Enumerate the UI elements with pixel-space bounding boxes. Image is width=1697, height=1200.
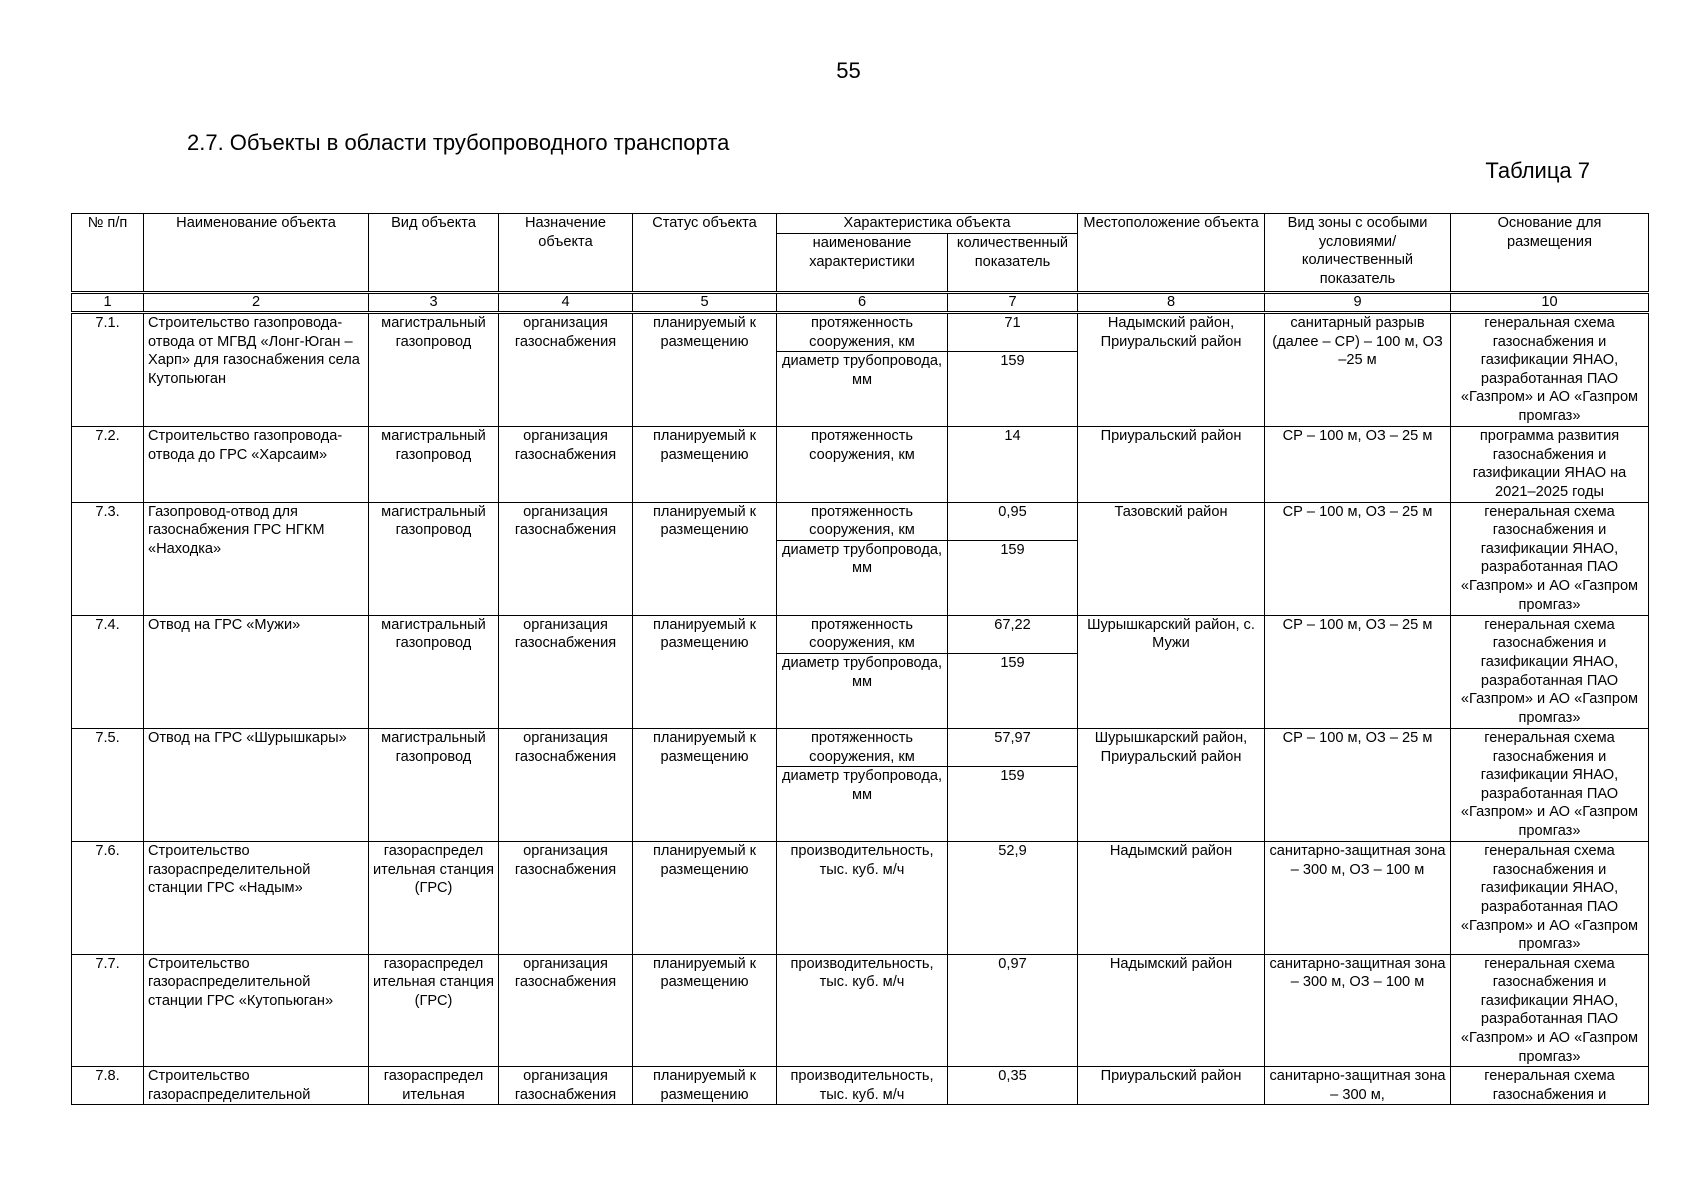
table-row	[72, 954, 1649, 1067]
row-purpose: организация газоснабжения	[499, 427, 633, 502]
row-basis: генеральная схема газоснабжения и газификации ЯНАО, разработанная ПАО «Газпром» и АО «Газпром промгаз»	[1451, 842, 1649, 955]
row-status: планируемый к размещению	[633, 313, 777, 427]
header-characteristic: Характеристика объекта	[777, 214, 1078, 234]
row-type: магистральный газопровод	[369, 615, 499, 728]
row-location: Надымский район	[1078, 954, 1265, 1067]
row-name: Отвод на ГРС «Шурышкары»	[144, 728, 369, 841]
row-zone: санитарный разрыв (далее – СР) – 100 м, ОЗ –25 м	[1265, 313, 1451, 427]
row-char-name: производительность, тыс. куб. м/ч	[777, 954, 948, 1067]
header-location: Местоположение объекта	[1078, 214, 1265, 293]
header-name: Наименование объекта	[144, 214, 369, 293]
row-type: магистральный газопровод	[369, 728, 499, 841]
row-char-value: 159	[948, 653, 1078, 728]
row-char-value: 159	[948, 352, 1078, 427]
row-char-name: протяженность сооружения, км	[777, 427, 948, 502]
row-char-name: протяженность сооружения, км	[777, 728, 948, 766]
row-char-value: 14	[948, 427, 1078, 502]
row-status: планируемый к размещению	[633, 954, 777, 1067]
row-char-name: производительность, тыс. куб. м/ч	[777, 1067, 948, 1105]
table-row	[72, 1067, 1649, 1105]
row-num: 7.3.	[72, 502, 144, 615]
row-num: 7.7.	[72, 954, 144, 1067]
row-location: Приуральский район	[1078, 427, 1265, 502]
row-char-value: 57,97	[948, 728, 1078, 766]
row-purpose: организация газоснабжения	[499, 502, 633, 615]
row-zone: СР – 100 м, ОЗ – 25 м	[1265, 502, 1451, 615]
row-char-value: 159	[948, 767, 1078, 842]
row-name: Строительство газопровода-отвода от МГВД «Лонг-Юган – Харп» для газоснабжения села Кутопьюган	[144, 313, 369, 427]
column-number: 10	[1451, 293, 1649, 313]
row-char-name: протяженность сооружения, км	[777, 615, 948, 653]
row-basis: генеральная схема газоснабжения и газификации ЯНАО, разработанная ПАО «Газпром» и АО «Газпром промгаз»	[1451, 954, 1649, 1067]
column-numbers-row	[72, 293, 1649, 313]
column-number: 2	[144, 293, 369, 313]
page-number: 55	[836, 58, 861, 83]
row-name: Строительство газораспределительной станции ГРС «Надым»	[144, 842, 369, 955]
row-name: Газопровод-отвод для газоснабжения ГРС НГКМ «Находка»	[144, 502, 369, 615]
row-location: Шурышкарский район, Приуральский район	[1078, 728, 1265, 841]
column-number: 4	[499, 293, 633, 313]
row-num: 7.4.	[72, 615, 144, 728]
row-purpose: организация газоснабжения	[499, 313, 633, 427]
row-char-value: 0,97	[948, 954, 1078, 1067]
row-char-name: диаметр трубопровода, мм	[777, 352, 948, 427]
header-basis: Основание для размещения	[1451, 214, 1649, 293]
row-zone: санитарно-защитная зона – 300 м, ОЗ – 100 м	[1265, 954, 1451, 1067]
row-zone: санитарно-защитная зона – 300 м, ОЗ – 100 м	[1265, 842, 1451, 955]
column-number: 6	[777, 293, 948, 313]
row-zone: СР – 100 м, ОЗ – 25 м	[1265, 427, 1451, 502]
column-number: 7	[948, 293, 1078, 313]
row-type: газораспредел ительная станция (ГРС)	[369, 842, 499, 955]
row-location: Приуральский район	[1078, 1067, 1265, 1105]
row-type: магистральный газопровод	[369, 313, 499, 427]
header-num: № п/п	[72, 214, 144, 293]
row-purpose: организация газоснабжения	[499, 1067, 633, 1105]
row-num: 7.1.	[72, 313, 144, 427]
row-type: магистральный газопровод	[369, 502, 499, 615]
row-basis: программа развития газоснабжения и газификации ЯНАО на 2021–2025 годы	[1451, 427, 1649, 502]
row-basis: генеральная схема газоснабжения и	[1451, 1067, 1649, 1105]
column-number: 8	[1078, 293, 1265, 313]
row-num: 7.5.	[72, 728, 144, 841]
pipeline-objects-table	[71, 213, 1649, 1105]
column-number: 1	[72, 293, 144, 313]
row-basis: генеральная схема газоснабжения и газификации ЯНАО, разработанная ПАО «Газпром» и АО «Газпром промгаз»	[1451, 502, 1649, 615]
row-basis: генеральная схема газоснабжения и газификации ЯНАО, разработанная ПАО «Газпром» и АО «Газпром промгаз»	[1451, 313, 1649, 427]
row-char-value: 159	[948, 540, 1078, 615]
table-row	[72, 313, 1649, 352]
header-type: Вид объекта	[369, 214, 499, 293]
row-name: Отвод на ГРС «Мужи»	[144, 615, 369, 728]
row-purpose: организация газоснабжения	[499, 728, 633, 841]
row-char-name: диаметр трубопровода, мм	[777, 767, 948, 842]
row-status: планируемый к размещению	[633, 1067, 777, 1105]
row-status: планируемый к размещению	[633, 502, 777, 615]
row-location: Надымский район	[1078, 842, 1265, 955]
table-row	[72, 502, 1649, 540]
row-name: Строительство газораспределительной	[144, 1067, 369, 1105]
row-char-name: протяженность сооружения, км	[777, 313, 948, 352]
header-char-value: количественный показатель	[948, 234, 1078, 293]
header-char-name: наименование характеристики	[777, 234, 948, 293]
column-number: 9	[1265, 293, 1451, 313]
row-char-name: производительность, тыс. куб. м/ч	[777, 842, 948, 955]
row-type: газораспредел ительная станция (ГРС)	[369, 954, 499, 1067]
row-name: Строительство газораспределительной станции ГРС «Кутопьюган»	[144, 954, 369, 1067]
row-name: Строительство газопровода-отвода до ГРС «Харсаим»	[144, 427, 369, 502]
row-status: планируемый к размещению	[633, 728, 777, 841]
row-num: 7.2.	[72, 427, 144, 502]
row-num: 7.8.	[72, 1067, 144, 1105]
row-char-value: 52,9	[948, 842, 1078, 955]
row-zone: СР – 100 м, ОЗ – 25 м	[1265, 728, 1451, 841]
row-char-value: 0,35	[948, 1067, 1078, 1105]
row-type: магистральный газопровод	[369, 427, 499, 502]
row-zone: СР – 100 м, ОЗ – 25 м	[1265, 615, 1451, 728]
table-row	[72, 728, 1649, 766]
row-status: планируемый к размещению	[633, 842, 777, 955]
row-char-value: 0,95	[948, 502, 1078, 540]
row-type: газораспредел ительная	[369, 1067, 499, 1105]
row-purpose: организация газоснабжения	[499, 954, 633, 1067]
row-char-name: диаметр трубопровода, мм	[777, 540, 948, 615]
row-num: 7.6.	[72, 842, 144, 955]
column-number: 5	[633, 293, 777, 313]
header-status: Статус объекта	[633, 214, 777, 293]
row-purpose: организация газоснабжения	[499, 615, 633, 728]
row-zone: санитарно-защитная зона – 300 м,	[1265, 1067, 1451, 1105]
table-row	[72, 427, 1649, 502]
row-location: Надымский район, Приуральский район	[1078, 313, 1265, 427]
row-location: Тазовский район	[1078, 502, 1265, 615]
table-row	[72, 842, 1649, 955]
row-status: планируемый к размещению	[633, 427, 777, 502]
section-title: 2.7. Объекты в области трубопроводного транспорта	[187, 130, 730, 155]
row-purpose: организация газоснабжения	[499, 842, 633, 955]
table-row	[72, 615, 1649, 653]
header-purpose: Назначение объекта	[499, 214, 633, 293]
column-number: 3	[369, 293, 499, 313]
row-char-value: 67,22	[948, 615, 1078, 653]
row-char-name: диаметр трубопровода, мм	[777, 653, 948, 728]
row-basis: генеральная схема газоснабжения и газификации ЯНАО, разработанная ПАО «Газпром» и АО «Газпром промгаз»	[1451, 728, 1649, 841]
row-basis: генеральная схема газоснабжения и газификации ЯНАО, разработанная ПАО «Газпром» и АО «Газпром промгаз»	[1451, 615, 1649, 728]
row-status: планируемый к размещению	[633, 615, 777, 728]
row-char-value: 71	[948, 313, 1078, 352]
row-location: Шурышкарский район, с. Мужи	[1078, 615, 1265, 728]
header-zone: Вид зоны с особыми условиями/ количественный показатель	[1265, 214, 1451, 293]
row-char-name: протяженность сооружения, км	[777, 502, 948, 540]
table-label: Таблица 7	[1485, 158, 1590, 183]
